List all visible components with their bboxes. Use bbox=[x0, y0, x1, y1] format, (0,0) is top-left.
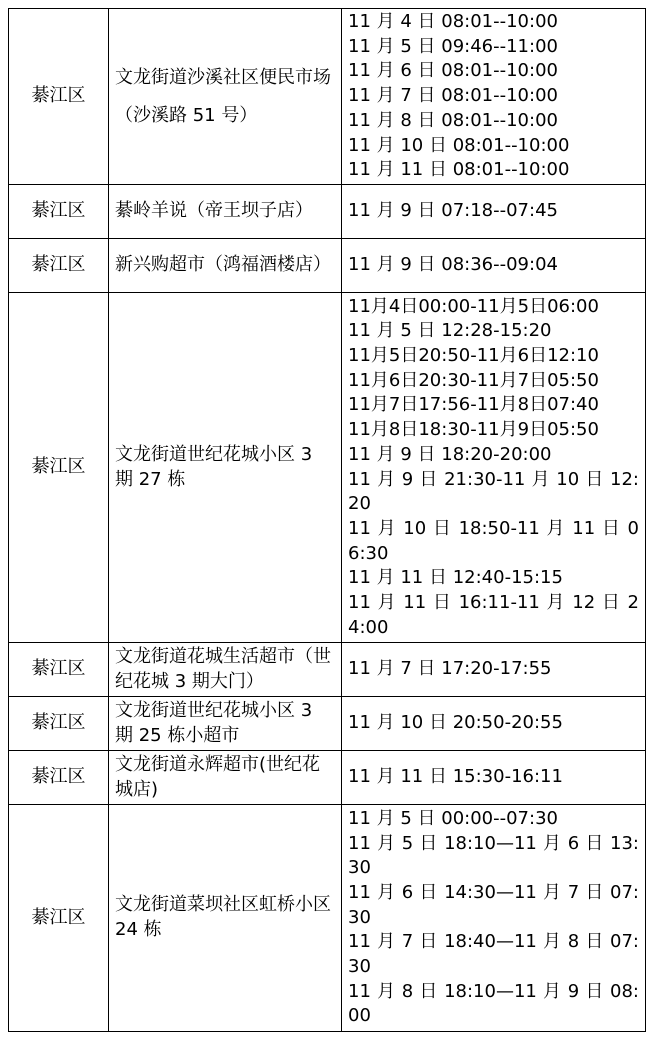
times-cell bbox=[342, 9, 646, 185]
district-cell: 綦江区 bbox=[9, 751, 109, 805]
time-entry: 11 月 8 日 18:10—11 月 9 日 08:00 bbox=[348, 980, 639, 1027]
table-row bbox=[9, 185, 646, 239]
district-cell: 綦江区 bbox=[9, 643, 109, 697]
table-row bbox=[9, 697, 646, 751]
table-row bbox=[9, 293, 646, 643]
table-row bbox=[9, 9, 646, 185]
district-cell: 綦江区 bbox=[9, 293, 109, 643]
place-cell: 新兴购超市（鸿福酒楼店） bbox=[109, 239, 342, 293]
time-entry: 11月4日00:00-11月5日06:00 bbox=[348, 295, 599, 317]
time-entry: 11 月 11 日 16:11-11 月 12 日 24:00 bbox=[348, 592, 639, 638]
time-entry: 11月6日20:30-11月7日05:50 bbox=[348, 369, 599, 391]
locations-table bbox=[8, 8, 646, 1032]
time-entry: 11 月 5 日 09:46--11:00 bbox=[348, 35, 558, 57]
times-cell bbox=[342, 643, 646, 697]
time-entry: 11 月 7 日 08:01--10:00 bbox=[348, 85, 558, 107]
time-entry: 11 月 5 日 12:28-15:20 bbox=[348, 320, 552, 342]
time-entry: 11 月 10 日 20:50-20:55 bbox=[348, 712, 563, 734]
time-entry: 11月8日18:30-11月9日05:50 bbox=[348, 419, 599, 441]
time-entry: 11 月 9 日 08:36--09:04 bbox=[348, 254, 558, 276]
times-cell bbox=[342, 697, 646, 751]
district-cell: 綦江区 bbox=[9, 9, 109, 185]
time-entry: 11 月 10 日 18:50-11 月 11 日 06:30 bbox=[348, 517, 639, 564]
time-entry: 11月7日17:56-11月8日07:40 bbox=[348, 394, 599, 416]
district-cell: 綦江区 bbox=[9, 805, 109, 1032]
table-row bbox=[9, 805, 646, 1032]
table-row bbox=[9, 239, 646, 293]
time-entry: 11 月 5 日 00:00--07:30 bbox=[348, 807, 558, 829]
place-cell: 文龙街道世纪花城小区 3 期 27 栋 bbox=[109, 293, 342, 643]
place-cell: 文龙街道世纪花城小区 3 期 25 栋小超市 bbox=[109, 697, 342, 751]
time-entry: 11 月 8 日 08:01--10:00 bbox=[348, 109, 558, 131]
district-cell: 綦江区 bbox=[9, 185, 109, 239]
table-row bbox=[9, 643, 646, 697]
table-row bbox=[9, 751, 646, 805]
place-cell: 文龙街道沙溪社区便民市场（沙溪路 51 号） bbox=[109, 9, 342, 185]
time-entry: 11 月 11 日 08:01--10:00 bbox=[348, 159, 570, 181]
time-entry: 11 月 9 日 07:18--07:45 bbox=[348, 200, 558, 222]
time-entry: 11 月 6 日 08:01--10:00 bbox=[348, 60, 558, 82]
time-entry: 11 月 11 日 15:30-16:11 bbox=[348, 766, 563, 788]
time-entry: 11 月 5 日 18:10—11 月 6 日 13:30 bbox=[348, 832, 639, 879]
times-cell bbox=[342, 239, 646, 293]
times-cell bbox=[342, 185, 646, 239]
times-cell bbox=[342, 293, 646, 643]
place-cell: 綦岭羊说（帝王坝子店） bbox=[109, 185, 342, 239]
times-cell bbox=[342, 805, 646, 1032]
place-cell: 文龙街道菜坝社区虹桥小区 24 栋 bbox=[109, 805, 342, 1032]
time-entry: 11 月 7 日 17:20-17:55 bbox=[348, 658, 552, 680]
place-cell: 文龙街道花城生活超市（世纪花城 3 期大门） bbox=[109, 643, 342, 697]
time-entry: 11 月 9 日 21:30-11 月 10 日 12:20 bbox=[348, 468, 639, 515]
time-entry: 11月5日20:50-11月6日12:10 bbox=[348, 344, 599, 366]
district-cell: 綦江区 bbox=[9, 239, 109, 293]
time-entry: 11 月 6 日 14:30—11 月 7 日 07:30 bbox=[348, 881, 639, 928]
time-entry: 11 月 9 日 18:20-20:00 bbox=[348, 443, 552, 465]
time-entry: 11 月 11 日 12:40-15:15 bbox=[348, 567, 563, 589]
district-cell: 綦江区 bbox=[9, 697, 109, 751]
time-entry: 11 月 4 日 08:01--10:00 bbox=[348, 11, 558, 33]
time-entry: 11 月 10 日 08:01--10:00 bbox=[348, 134, 570, 156]
time-entry: 11 月 7 日 18:40—11 月 8 日 07:30 bbox=[348, 931, 639, 978]
times-cell bbox=[342, 751, 646, 805]
place-cell: 文龙街道永辉超市(世纪花城店) bbox=[109, 751, 342, 805]
